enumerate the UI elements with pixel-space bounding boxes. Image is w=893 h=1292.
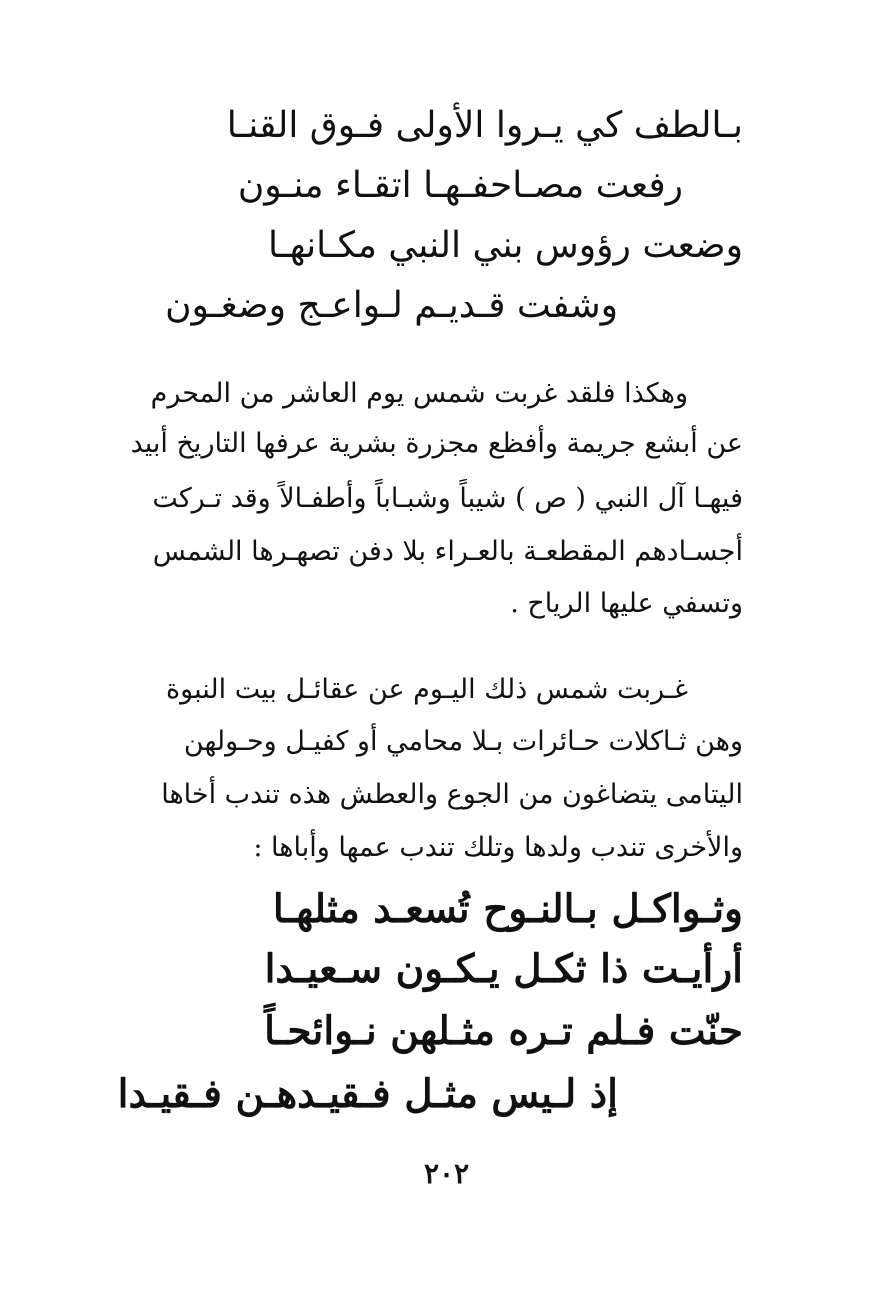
paragraph-line: وهكذا فلقد غربت شمس يوم العاشر من المحرم: [150, 378, 688, 409]
paragraph-line: وتسفي عليها الرياح .: [510, 588, 743, 619]
verse-line: وثـواكـل بـالنـوح تُسعـد مثلهـا: [272, 886, 743, 932]
verse-line: إذ لـيس مثـل فـقيـدهـن فـقيـدا: [117, 1071, 618, 1117]
paragraph-line: وهن ثـاكلات حـائرات بـلا محامي أو كفيـل وحـولهن: [183, 726, 743, 757]
verse-line: وشفت قـديـم لـواعـج وضغـون: [165, 285, 618, 326]
verse-line: رفعت مصـاحفـهـا اتقـاء منـون: [237, 165, 683, 206]
verse-line: بـالطف كي يـروا الأولى فـوق القنـا: [226, 105, 743, 146]
paragraph-line: عن أبشع جريمة وأفظع مجزرة بشرية عرفها التاريخ أبيد: [130, 428, 743, 459]
verse-line: أرأيـت ذا ثكـل يـكـون سـعيـدا: [264, 946, 743, 992]
verse-line: وضعت رؤوس بني النبي مكـانهـا: [268, 225, 743, 266]
paragraph-line: والأخرى تندب ولدها وتلك تندب عمها وأباها :: [253, 832, 743, 863]
paragraph-line: أجسـادهم المقطعـة بالعـراء بلا دفن تصهـرها الشمس: [152, 536, 743, 567]
paragraph-line: غـربت شمس ذلك اليـوم عن عقائـل بيت النبوة: [166, 674, 688, 705]
paragraph-line: اليتامى يتضاغون من الجوع والعطش هذه تندب أخاها: [161, 779, 743, 810]
paragraph-line: فيهـا آل النبي ( ص ) شيباً وشبـاباً وأطفـالاً وقد تـركت: [152, 483, 743, 514]
page-number: ٢٠٢: [423, 1157, 470, 1190]
verse-line: حنّت فـلم تـره مثـلهن نـوائحـاً: [264, 1008, 743, 1054]
